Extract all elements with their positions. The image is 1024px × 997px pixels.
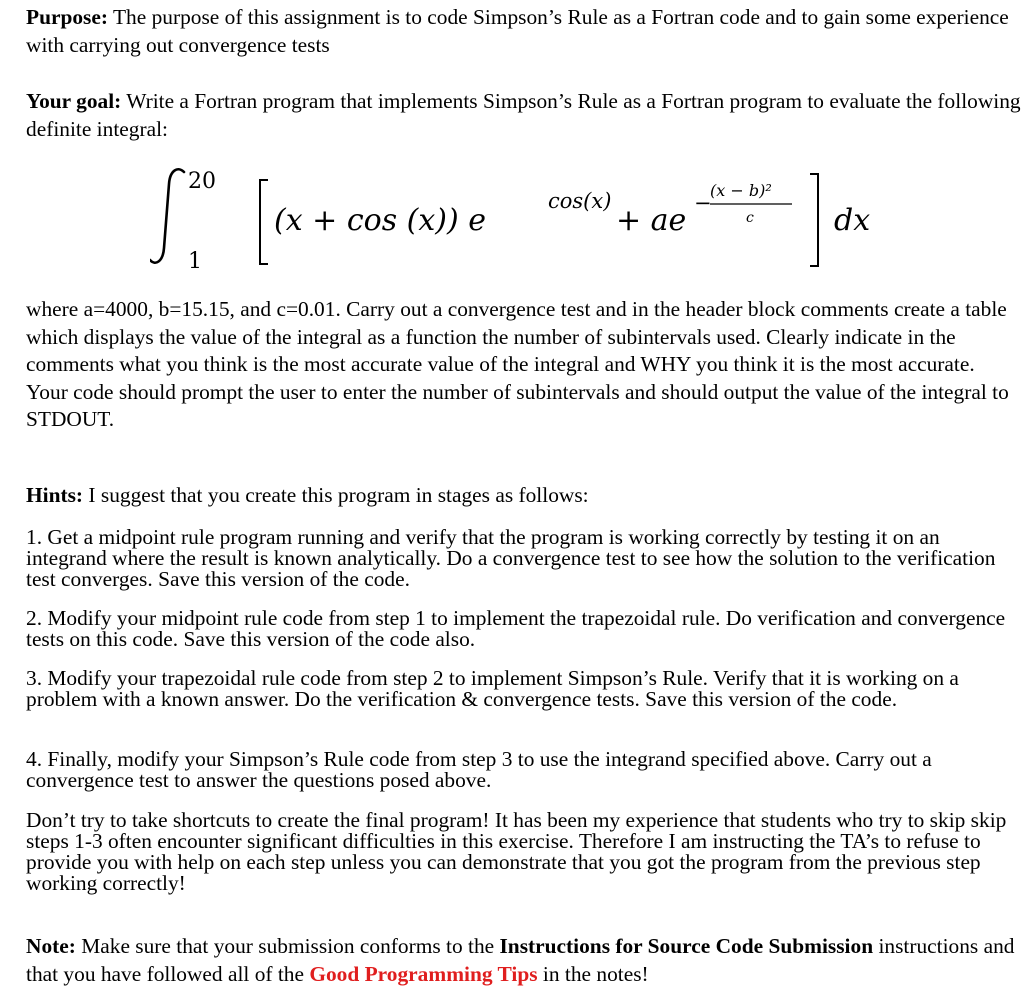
hints-label: Hints: [26, 483, 84, 507]
goal-label: Your goal: [26, 89, 122, 113]
differential: dx [834, 203, 871, 238]
left-bracket [260, 180, 268, 264]
exponent-one: cos(x) [548, 189, 612, 213]
purpose-label: Purpose: [26, 5, 108, 29]
purpose-text: The purpose of this assignment is to code Simpson’s Rule as a Fortran code and to gain some experience with carrying out convergence tests [26, 5, 1009, 57]
hints-heading [26, 482, 1021, 510]
exponent-two-sign: − [694, 191, 712, 215]
hint-step-3: 3. Modify your trapezoidal rule code from step 2 to implement Simpson’s Rule. Verify that it is working on a problem with a known answer. Do the verification & convergence tests. Save this version of the code. [26, 666, 959, 711]
hint-step-2: 2. Modify your midpoint rule code from step 1 to implement the trapezoidal rule. Do verification and convergence tests on this code. Save this version of the code also. [26, 606, 1006, 651]
lower-limit: 1 [188, 249, 202, 274]
integral-sign [150, 169, 184, 262]
exponent-two-denominator: c [746, 210, 754, 226]
term-two: + ae [616, 203, 687, 238]
good-programming-tips-reference: Good Programming Tips [309, 961, 538, 986]
note-text-2: instructions and that you have followed all of the [26, 934, 1015, 986]
goal-paragraph [26, 88, 1021, 143]
hint-step-1: 1. Get a midpoint rule program running and verify that the program is working correctly by testing it on an integrand where the result is known analytically. Do a convergence test to see how the solution to the verification test converges. Save this version of the code. [26, 525, 996, 591]
note-paragraph [26, 933, 1021, 988]
note-label: Note: [26, 934, 76, 958]
note-text-3: in the notes! [537, 961, 649, 986]
description-paragraph: where a=4000, b=15.15, and c=0.01. Carry out a convergence test and in the header block comments create a table which displays the value of the integral as a function the number of subintervals used. Clearly indicate in the comments what you think is the most accurate value of the integral and WHY you think it is the most accurate. Your code should prompt the user to enter the number of subintervals and should output the value of the integral to STDOUT. [26, 297, 1009, 431]
note-text-1: Make sure that your submission conforms to the [75, 934, 500, 958]
instructions-reference: Instructions for Source Code Submission [499, 934, 874, 958]
integral-equation [150, 164, 890, 274]
purpose-paragraph [26, 4, 1021, 59]
right-bracket [810, 174, 818, 266]
goal-text: Write a Fortran program that implements Simpson’s Rule as a Fortran program to evaluate the following definite integral: [26, 89, 1021, 141]
hint-step-4: 4. Finally, modify your Simpson’s Rule code from step 3 to use the integrand specified above. Carry out a convergence test to answer the questions posed above. [26, 747, 932, 792]
warning-paragraph: Don’t try to take shortcuts to create the final program! It has been my experience that students who try to skip skip steps 1-3 often encounter significant difficulties in this exercise. Therefore I am instructing the TA’s to refuse to provide you with help on each step unless you can demonstrate that you got the program from the previous step working correctly! [26, 808, 1007, 895]
term-one: (x + cos (x)) e [274, 203, 486, 238]
upper-limit: 20 [188, 169, 216, 194]
exponent-two-numerator: (x − b)² [710, 181, 772, 200]
hints-intro: I suggest that you create this program in stages as follows: [83, 483, 589, 507]
